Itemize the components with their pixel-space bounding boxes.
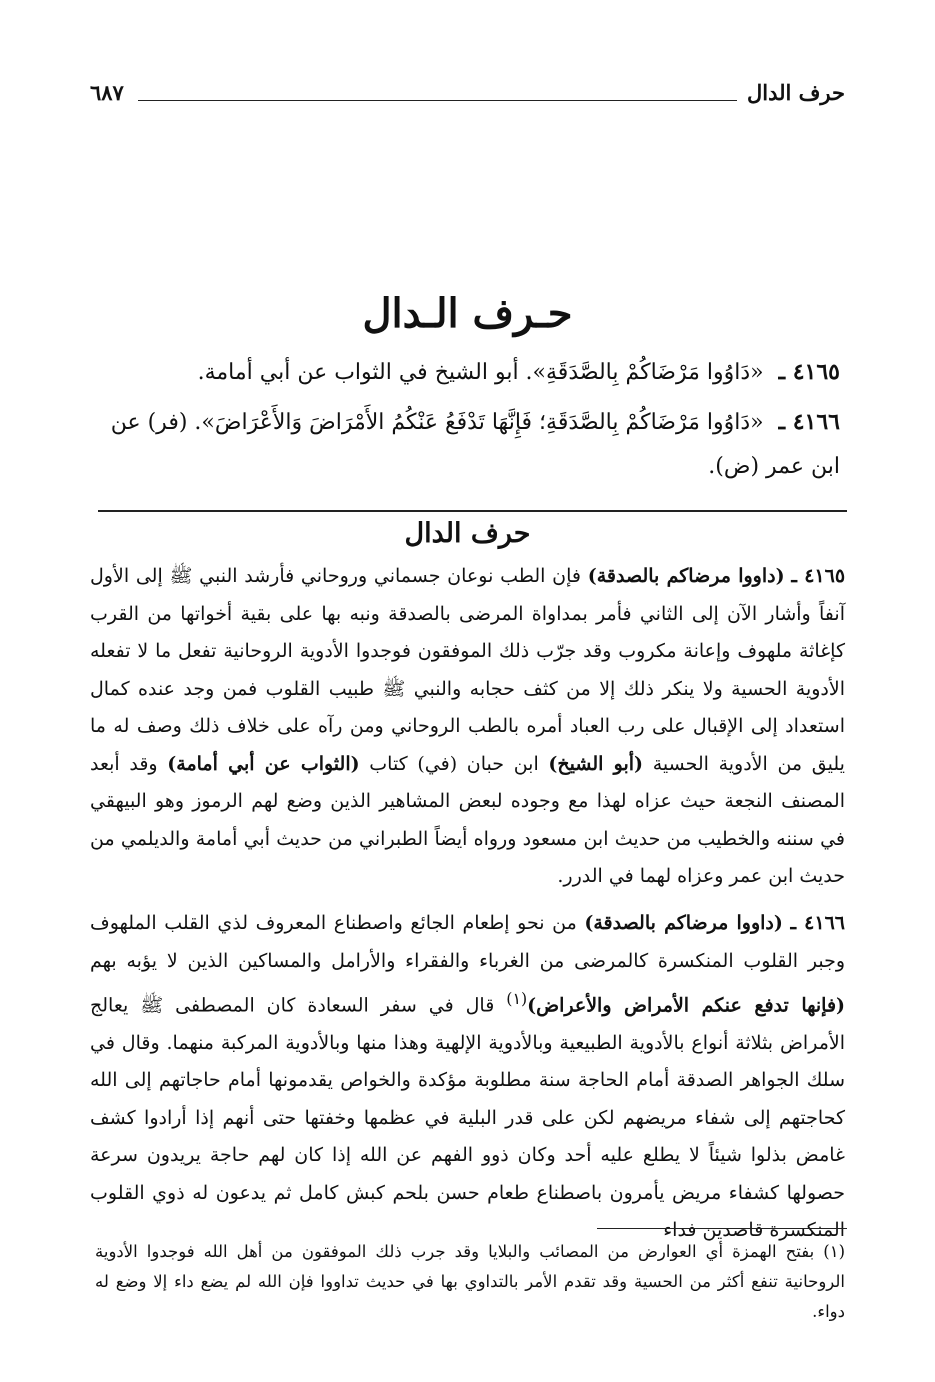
footnote-mark: (١) (823, 1242, 846, 1261)
hadith-4165 (90, 350, 840, 395)
commentary-lead: (داووا مرضاكم بالصدقة) (587, 565, 785, 587)
commentary-4166 (90, 905, 845, 1250)
commentary-quote: (فإنها تدفع عنكم الأمراض والأعراض) (527, 994, 846, 1017)
commentary-4165 (90, 558, 845, 896)
commentary-title: حرف الدال (404, 518, 531, 549)
commentary-tail: قال في سفر السعادة كان المصطفى ﷺ يعالج الأمراض بثلاثة أنواع بالأدوية الطبيعية وبالأدوية الإلهية وهذا منها وبالأدوية المركبة منهما. وقال في سلك الجواهر الصدقة أمام الحاجة سنة مطلوبة مؤكدة والخواص يقدمونها أمام حاجاتهم إلى الله كحاجتهم إلى شفاء مريضهم لكن على قدر البلية في عظمها وخفتها حتى أنهم إذا أرادوا كشف غامض بذلوا شيئاً لا يطلع عليه أحد وكان ذوو الفهم عن الله إذا كان لهم حاجة يريدون سرعة حصولها كشفاء مريض يأمرون باصطناع طعام حسن بلحم كبش كامل ثم يدعون له ذوي القلوب المنكسرة قاصدين فداء (90, 994, 845, 1242)
footnote-marker: (١) (506, 989, 528, 1008)
hadith-number: ٤١٦٥ ـ (778, 359, 840, 385)
source-thawab: (الثواب عن أبي أمامة) (167, 752, 360, 775)
commentary-number: ٤١٦٦ ـ (790, 912, 845, 934)
commentary-number: ٤١٦٥ ـ (791, 565, 846, 587)
chapter-title: حـرف الـدال (362, 290, 573, 337)
footnote (95, 1237, 845, 1327)
commentary-mid: ابن حبان (في) كتاب (369, 752, 539, 775)
commentary-text: من نحو إطعام الجائع واصطناع المعروف لذي القلب الملهوف وجبر القلوب المنكسرة كالمرضى من الغرباء والفقراء والأرامل والمساكين الذين لا يؤبه بهم (90, 912, 845, 972)
hadith-text: «دَاوُوا مَرْضَاكُمْ بِالصَّدَقَةِ؛ فَإِنَّهَا تَدْفَعُ عَنْكُمُ الأَمْرَاضَ وَالأَعْرَاضَ». (فر) عن ابن عمر (ض). (110, 410, 840, 479)
commentary-lead: (داووا مرضاكم بالصدقة) (584, 912, 783, 934)
commentary-text: فإن الطب نوعان جسماني وروحاني فأرشد النبي ﷺ إلى الأول آنفاً وأشار الآن إلى الثاني فأمر بمداواة المرضى بالصدقة ونبه بها على بقية أخواتها من القرب كإغاثة ملهوف وإعانة مكروب وقد جرّب ذلك الموفقون فوجدوا الأدوية الروحانية تفعل ما لا تفعله الأدوية الحسية ولا ينكر ذلك إلا من كثف حجابه والنبي ﷺ طبيب القلوب فمن وجد عنده كمال استعداد إلى الإقبال على رب العباد أمره بالطب الروحاني ومن رآه على خلاف ذلك وصف له ما يليق من الأدوية الحسية (90, 565, 845, 775)
page-number: ٦٨٧ (90, 80, 124, 105)
hadith-text: «دَاوُوا مَرْضَاكُمْ بِالصَّدَقَةِ». أبو الشيخ في الثواب عن أبي أمامة. (197, 360, 764, 385)
section-divider (98, 510, 847, 512)
hadith-4166 (90, 400, 840, 489)
source-abu-al-shaykh: (أبو الشيخ) (548, 752, 644, 775)
footnote-rule (597, 1228, 847, 1229)
footnote-text: بفتح الهمزة أي العوارض من المصائب والبلايا وقد جرب ذلك الموفقون من أهل الله فوجدوا الأدوية الروحانية تنفع أكثر من الحسية وقد تقدم الأمر بالتداوي بها في حديث تداووا فإن الله لم يضع داء إلا وضع له دواء. (95, 1242, 845, 1321)
hadith-number: ٤١٦٦ ـ (778, 409, 840, 435)
header-rule (138, 100, 737, 101)
commentary-tail: وقد أبعد المصنف النجعة حيث عزاه لهذا مع وجوده لبعض المشاهير الذين وضع لهم الرموز وهو البيهقي في سننه والخطيب من حديث ابن مسعود ورواه أيضاً الطبراني من حديث أبي أمامة والديلمي من حديث ابن عمر وعزاه لهما في الدرر. (90, 752, 845, 887)
running-title: حرف الدال (747, 80, 845, 105)
